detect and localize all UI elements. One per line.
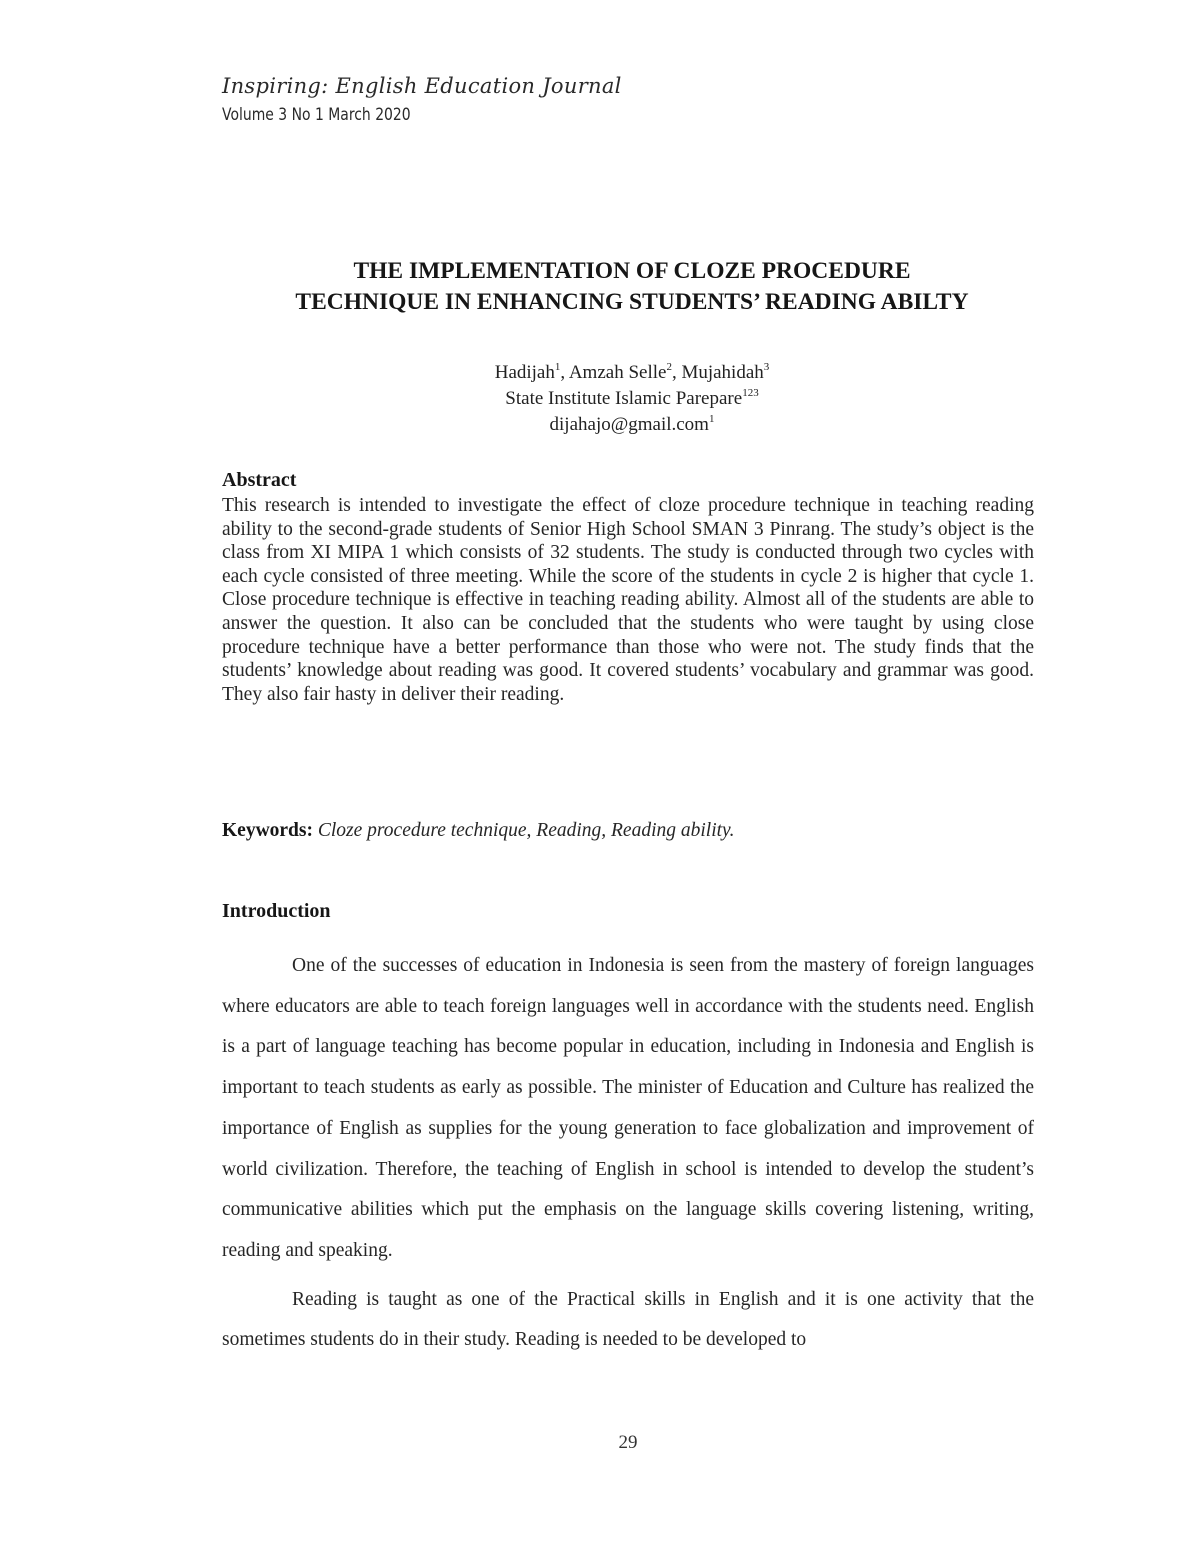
paper-title xyxy=(200,256,1064,318)
affiliation-line xyxy=(200,386,1064,412)
introduction-heading: Introduction xyxy=(222,900,331,922)
author-list xyxy=(200,360,1064,386)
affiliation-mark: 123 xyxy=(742,387,759,399)
abstract-text: This research is intended to investigate the effect of cloze procedure technique in teaching reading ability to the second-grade students of Senior High School SMAN 3 Pinrang. The study’s object is the class from XI MIPA 1 which consists of 32 students. The study is conducted through two cycles with each cycle consisted of three meeting. While the score of the students in cycle 2 is higher that cycle 1. Close procedure technique is effective in teaching reading ability. Almost all of the students are able to answer the question. It also can be concluded that the students who were taught by using close procedure technique have a better performance than those who were not. The study finds that the students’ knowledge about reading was good. It covered students’ vocabulary and grammar was good. They also fair hasty in deliver their reading. xyxy=(222,495,1034,705)
author-affiliation-mark: 2 xyxy=(666,361,672,373)
introduction-body xyxy=(222,946,1034,1369)
paper-title-line-2: TECHNIQUE IN ENHANCING STUDENTS’ READING ABILTY xyxy=(295,289,969,315)
email-line xyxy=(200,412,1064,438)
journal-issue: Volume 3 No 1 March 2020 xyxy=(222,105,411,125)
keywords-line xyxy=(222,820,735,842)
author-affiliation-mark: 3 xyxy=(763,361,770,373)
affiliation: State Institute Islamic Parepare xyxy=(505,388,743,409)
author-name: Amzah Selle xyxy=(568,362,667,383)
email-mark: 1 xyxy=(708,413,715,425)
author-name: Mujahidah xyxy=(681,362,764,383)
author-separator: , xyxy=(671,362,682,383)
author-affiliation-mark: 1 xyxy=(554,361,561,373)
abstract-heading: Abstract xyxy=(222,469,297,491)
paper-title-line-1: THE IMPLEMENTATION OF CLOZE PROCEDURE xyxy=(353,258,911,284)
introduction-paragraph: One of the successes of education in Indonesia is seen from the mastery of foreign languages where educators are able to teach foreign languages well in accordance with the students need. English is a part of language teaching has become popular in education, including in Indonesia and English is important to teach students as early as possible. The minister of Education and Culture has realized the importance of English as supplies for the young generation to face globalization and improvement of world civilization. Therefore, the teaching of English in school is intended to develop the student’s communicative abilities which put the emphasis on the language skills covering listening, writing, reading and speaking. xyxy=(222,955,1034,1261)
author-name: Hadijah xyxy=(494,362,555,383)
authors-block xyxy=(200,360,1064,438)
keywords-label: Keywords: xyxy=(222,820,313,841)
keywords-value: Cloze procedure technique, Reading, Reading ability. xyxy=(317,820,735,841)
author-separator: , xyxy=(560,362,569,383)
journal-name: Inspiring: English Education Journal xyxy=(222,74,622,98)
page-number: 29 xyxy=(618,1432,638,1453)
introduction-paragraph: Reading is taught as one of the Practical skills in English and it is one activity that the sometimes students do in their study. Reading is needed to be developed to xyxy=(222,1288,1034,1351)
author-email: dijahajo@gmail.com xyxy=(549,414,709,435)
